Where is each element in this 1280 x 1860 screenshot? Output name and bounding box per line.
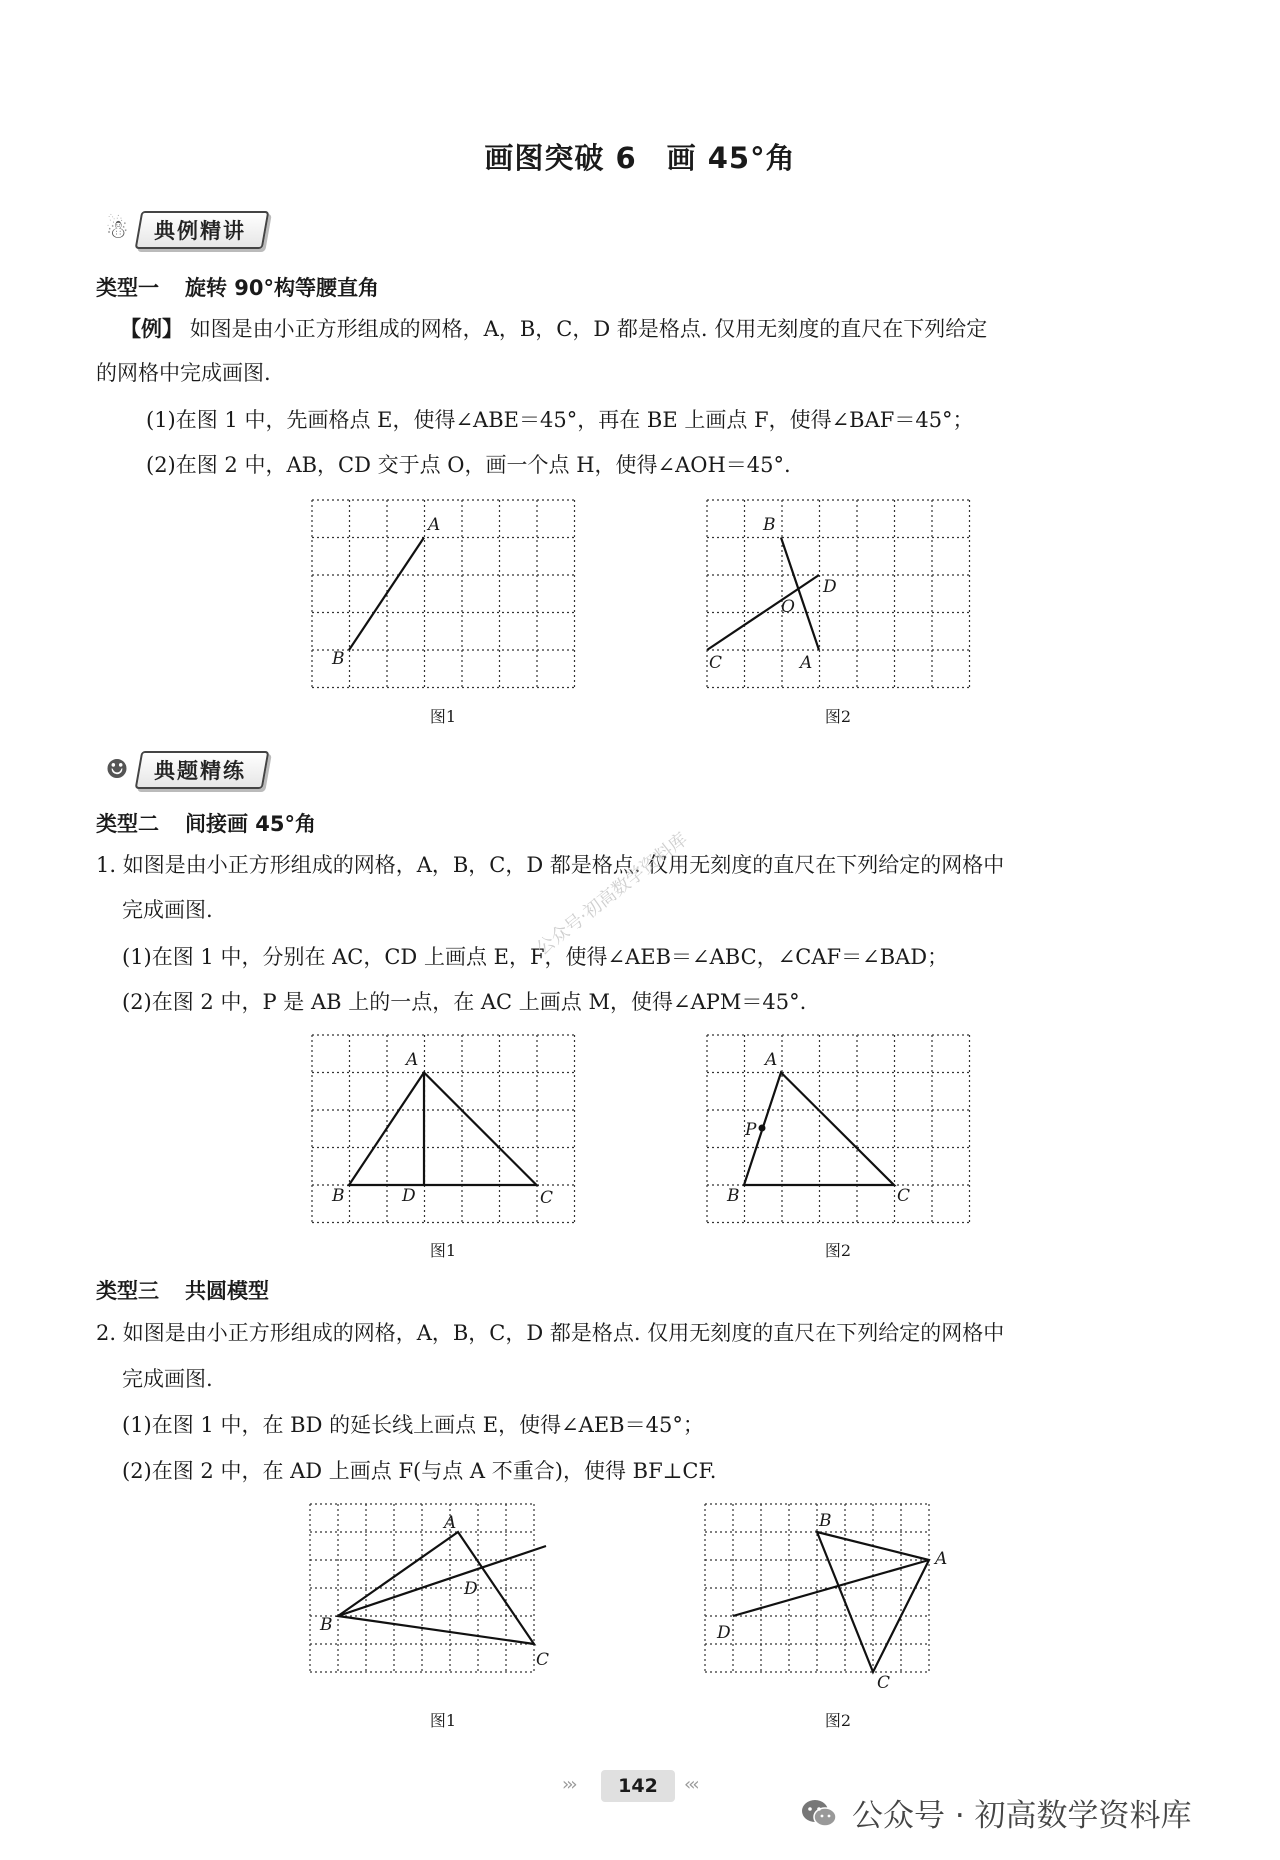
mascot-icon: ☻ bbox=[105, 755, 129, 785]
example-line2: 的网格中完成画图. bbox=[96, 361, 271, 385]
problem2-figure-1 bbox=[300, 1496, 600, 1706]
line-BD bbox=[338, 1546, 546, 1616]
diagonal-watermark: 公众号·初高数学资料库 bbox=[532, 828, 692, 960]
type-heading-3 bbox=[96, 1275, 269, 1305]
label-B: B bbox=[332, 649, 345, 669]
type-label: 类型二 bbox=[96, 812, 159, 836]
problem1-figure-1 bbox=[300, 1025, 600, 1235]
dotted-grid bbox=[312, 500, 575, 688]
problem2-q2: (2)在图 2 中，在 AD 上画点 F(与点 A 不重合)，使得 BF⊥CF. bbox=[122, 1459, 717, 1483]
footer-watermark bbox=[800, 1790, 1192, 1835]
problem2-figure-2 bbox=[695, 1496, 995, 1706]
label-B: B bbox=[763, 515, 776, 535]
label-P: P bbox=[745, 1120, 757, 1140]
dotted-grid bbox=[705, 1504, 929, 1672]
example-fig1-caption: 图1 bbox=[429, 707, 457, 726]
section-banner-practice bbox=[96, 748, 266, 792]
type-heading-1 bbox=[96, 272, 379, 302]
label-B: B bbox=[727, 1186, 740, 1206]
example-q1: (1)在图 1 中，先画格点 E，使得∠ABE＝45°，再在 BE 上画点 F，使得∠BAF＝45°； bbox=[146, 408, 974, 432]
footer-watermark-text: 公众号 · 初高数学资料库 bbox=[852, 1798, 1192, 1834]
label-B: B bbox=[320, 1615, 333, 1635]
wechat-icon bbox=[800, 1798, 838, 1828]
example-figure-1 bbox=[300, 490, 600, 690]
triangle-ABC bbox=[349, 1073, 537, 1186]
label-D: D bbox=[464, 1579, 478, 1599]
label-A: A bbox=[935, 1549, 948, 1569]
problem1-line2: 完成画图. bbox=[122, 898, 213, 922]
label-B: B bbox=[332, 1186, 345, 1206]
label-C: C bbox=[877, 1673, 891, 1693]
banner-label: 典例精讲 bbox=[154, 219, 246, 243]
problem2-q1: (1)在图 1 中，在 BD 的延长线上画点 E，使得∠AEB＝45°； bbox=[122, 1413, 704, 1437]
label-A: A bbox=[765, 1050, 778, 1070]
segment-AB bbox=[781, 538, 819, 651]
label-A: A bbox=[428, 515, 441, 535]
label-C: C bbox=[540, 1188, 554, 1208]
banner-label: 典题精练 bbox=[154, 759, 246, 783]
section-banner-examples bbox=[96, 208, 266, 252]
example-q2: (2)在图 2 中，AB，CD 交于点 O，画一个点 H，使得∠AOH＝45°. bbox=[146, 453, 791, 477]
mascot-icon: ☃ bbox=[105, 215, 129, 245]
type-name: 共圆模型 bbox=[185, 1279, 269, 1303]
example-figure-2 bbox=[695, 490, 995, 690]
label-A: A bbox=[406, 1050, 419, 1070]
problem1-fig2-caption: 图2 bbox=[824, 1241, 852, 1260]
type-label: 类型三 bbox=[96, 1279, 159, 1303]
label-C: C bbox=[709, 653, 723, 673]
problem1-q2: (2)在图 2 中，P 是 AB 上的一点，在 AC 上画点 M，使得∠APM＝45°. bbox=[122, 990, 807, 1014]
label-B: B bbox=[819, 1511, 832, 1531]
problem2-line2: 完成画图. bbox=[122, 1367, 213, 1391]
label-C: C bbox=[897, 1186, 911, 1206]
page-number: 142 bbox=[601, 1770, 675, 1802]
type-label: 类型一 bbox=[96, 276, 159, 300]
type-heading-2 bbox=[96, 808, 316, 838]
label-A: A bbox=[800, 653, 813, 673]
type-name: 旋转 90°构等腰直角 bbox=[185, 276, 380, 300]
label-A: A bbox=[444, 1513, 457, 1533]
problem1-line1: 1. 如图是由小正方形组成的网格，A，B，C，D 都是格点. 仅用无刻度的直尺在下列给定的网格中 bbox=[96, 853, 1005, 877]
problem1-fig1-caption: 图1 bbox=[429, 1241, 457, 1260]
problem1-figure-2 bbox=[695, 1025, 995, 1235]
type-name: 间接画 45°角 bbox=[185, 812, 317, 836]
label-O: O bbox=[781, 597, 795, 617]
chevron-right-icon: ››› bbox=[562, 1774, 575, 1795]
example-line1 bbox=[120, 314, 987, 344]
triangle-ABC bbox=[744, 1073, 894, 1186]
problem2-fig1-caption: 图1 bbox=[429, 1711, 457, 1730]
problem2-line1: 2. 如图是由小正方形组成的网格，A，B，C，D 都是格点. 仅用无刻度的直尺在下列给定的网格中 bbox=[96, 1321, 1005, 1345]
example-tag: 【例】 bbox=[120, 316, 183, 341]
segment-AB bbox=[349, 538, 424, 651]
label-D: D bbox=[823, 577, 837, 597]
dotted-grid bbox=[707, 500, 970, 688]
label-C: C bbox=[536, 1650, 550, 1670]
label-D: D bbox=[717, 1623, 731, 1643]
label-D: D bbox=[402, 1186, 416, 1206]
chevron-left-icon: ‹‹‹ bbox=[684, 1774, 697, 1795]
example-fig2-caption: 图2 bbox=[824, 707, 852, 726]
problem1-q1: (1)在图 1 中，分别在 AC，CD 上画点 E，F，使得∠AEB＝∠ABC，∠CAF＝∠BAD； bbox=[122, 945, 949, 969]
example-text-1: 如图是由小正方形组成的网格，A，B，C，D 都是格点. 仅用无刻度的直尺在下列给定 bbox=[189, 317, 988, 341]
problem2-fig2-caption: 图2 bbox=[824, 1711, 852, 1730]
dotted-grid bbox=[312, 1035, 575, 1223]
point-P bbox=[759, 1125, 766, 1132]
page-title: 画图突破 6 画 45°角 bbox=[484, 141, 796, 175]
